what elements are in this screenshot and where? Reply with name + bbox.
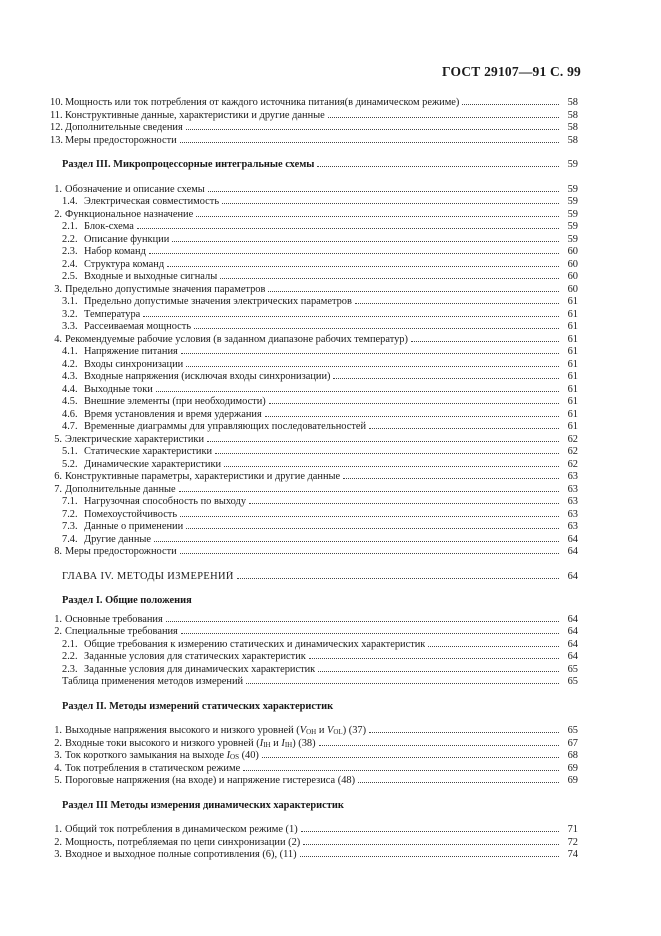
section-heading: Раздел III. Микропроцессорные интегральные схемы 59 — [62, 159, 578, 170]
toc-entry: 4.2. Входы синхронизации 61 — [62, 358, 578, 370]
toc-entry: 4.6. Время установления и время удержания 61 — [62, 408, 578, 420]
toc-entry: 2.1. Блок-схема 59 — [62, 221, 578, 232]
toc-entry: 3. Ток короткого замыкания на выходе $I_{OS}$ (40) 68 — [54, 750, 578, 761]
toc-entry: 5. Электрические характеристики 62 — [54, 433, 578, 445]
toc-entry: 4.5. Внешние элементы (при необходимости) 61 — [62, 396, 578, 407]
section-heading: Раздел I. Общие положения — [62, 595, 192, 606]
toc-entry: 7.4. Другие данные 64 — [62, 533, 578, 545]
toc-entry: 8. Меры предосторожности 64 — [54, 546, 578, 557]
toc-entry: 1. Выходные напряжения высокого и низкого уровней ($V_{OH}$ и $V_{OL}$) (37) 65 — [54, 725, 578, 736]
toc-entry: 4. Рекомендуемые рабочие условия (в заданном диапазоне рабочих температур) 61 — [54, 333, 578, 345]
toc-entry: 2.5. Входные и выходные сигналы 60 — [62, 271, 578, 282]
toc-entry: 3.1. Предельно допустимые значения электрических параметров 61 — [62, 296, 578, 307]
toc-entry: 2. Специальные требования 64 — [54, 626, 578, 637]
toc-entry: 3.2. Температура 61 — [62, 308, 578, 320]
toc-entry: 2. Входные токи высокого и низкого уровней ($I_{IH}$ и $I_{IH}$) (38) 67 — [54, 737, 578, 749]
toc-entry: 1. Обозначение и описание схемы 59 — [54, 183, 578, 195]
toc-entry: 13. Меры предосторожности 58 — [50, 134, 578, 146]
toc-entry: 12. Дополнительные сведения 58 — [50, 122, 578, 133]
toc-entry: 1. Общий ток потребления в динамическом режиме (1) 71 — [54, 824, 578, 835]
toc-entry: 11. Конструктивные данные, характеристики и другие данные 58 — [50, 109, 578, 121]
toc-entry: 6. Конструктивные параметры, характеристики и другие данные 63 — [54, 471, 578, 482]
toc-entry: 2.3. Заданные условия для динамических характеристик 65 — [62, 663, 578, 675]
toc-entry: Таблица применения методов измерений 65 — [62, 676, 578, 687]
toc-entry: 7.1. Нагрузочная способность по выходу 63 — [62, 496, 578, 507]
chapter-heading: ГЛАВА IV. МЕТОДЫ ИЗМЕРЕНИЙ 64 — [62, 570, 578, 582]
toc-entry: 4.7. Временные диаграммы для управляющих последовательностей 61 — [62, 421, 578, 432]
section-heading: Раздел III Методы измерения динамических характеристик — [62, 799, 344, 811]
toc-entry: 2. Мощность, потребляемая по цепи синхронизации (2) 72 — [54, 836, 578, 848]
toc-entry: 4.1. Напряжение питания 61 — [62, 346, 578, 357]
toc-entry: 2. Функциональное назначение 59 — [54, 208, 578, 220]
page-header: ГОСТ 29107—91 С. 99 — [442, 64, 581, 79]
toc-entry: 7.3. Данные о применении 63 — [62, 521, 578, 532]
toc-entry: 7.2. Помехоустойчивость 63 — [62, 508, 578, 520]
table-of-contents — [50, 97, 578, 862]
toc-entry: 2.2. Описание функции 59 — [62, 233, 578, 245]
toc-entry: 1. Основные требования 64 — [54, 613, 578, 625]
toc-entry: 3.3. Рассеиваемая мощность 61 — [62, 321, 578, 332]
toc-entry: 5. Пороговые напряжения (на входе) и напряжение гистерезиса (48) 69 — [54, 775, 578, 786]
toc-entry: 5.1. Статические характеристики 62 — [62, 446, 578, 457]
section-heading: Раздел II. Методы измерений статических характеристик — [62, 700, 334, 712]
toc-entry: 2.1. Общие требования к измерению статических и динамических характеристик 64 — [62, 638, 578, 650]
toc-entry: 4.4. Выходные токи 61 — [62, 383, 578, 395]
toc-entry: 1.4. Электрическая совместимость 59 — [62, 196, 578, 207]
toc-entry: 7. Дополнительные данные 63 — [54, 483, 578, 495]
toc-entry: 4. Ток потребления в статическом режиме 69 — [54, 762, 578, 774]
toc-entry: 5.2. Динамические характеристики 62 — [62, 458, 578, 470]
toc-entry: 2.3. Набор команд 60 — [62, 246, 578, 257]
toc-entry: 4.3. Входные напряжения (исключая входы синхронизации) 61 — [62, 371, 578, 382]
toc-entry: 2.4. Структура команд 60 — [62, 258, 578, 270]
toc-entry: 3. Предельно допустимые значения параметров 60 — [54, 283, 578, 295]
toc-entry: 3. Входное и выходное полные сопротивления (6), (11) 74 — [54, 849, 578, 860]
toc-entry: 10. Мощность или ток потребления от каждого источника питания(в динамическом режиме) 58 — [50, 97, 578, 108]
toc-entry: 2.2. Заданные условия для статических характеристик 64 — [62, 651, 578, 662]
